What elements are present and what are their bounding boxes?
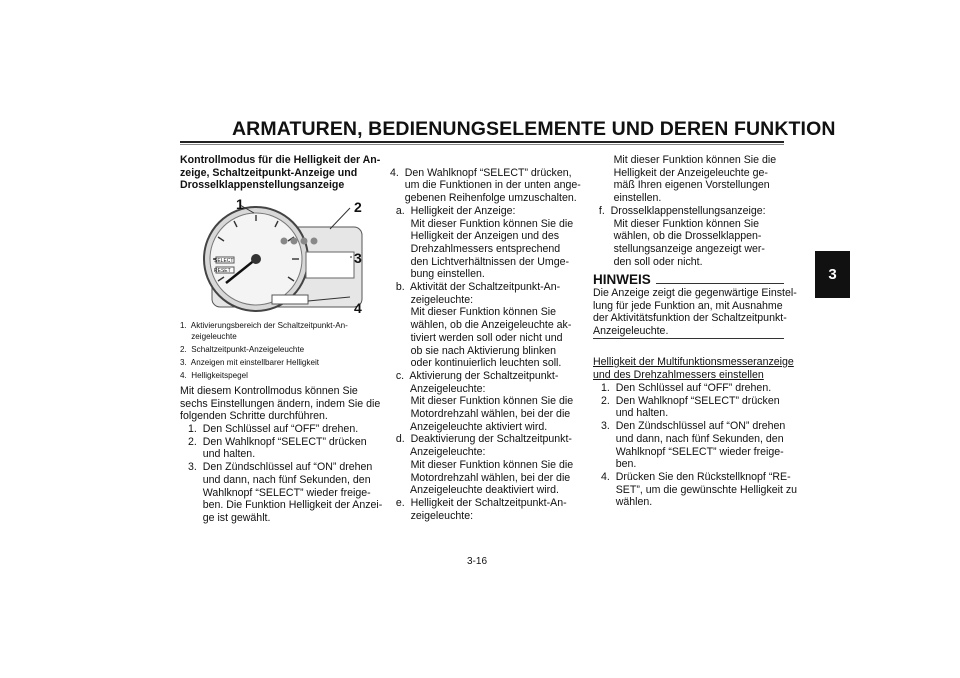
page-title: ARMATUREN, BEDIENUNGSELEMENTE UND DEREN FUNKTION [232,118,836,140]
select-button-label: SELECT [214,258,234,264]
header-rule-thin [180,144,784,145]
callout-3: 3 [354,250,362,266]
hinweis-bottom-rule [593,338,784,339]
callout-1: 1 [236,196,244,212]
header-rule [180,141,784,143]
page-number: 3-16 [467,556,488,567]
section-heading: Kontrollmodus für die Helligkeit der An- zeige, Schaltzeitpunkt-Anzeige und Drosselklappenstellungsanzeige [180,154,381,192]
callout-4: 4 [354,300,362,316]
left-steps-list: 1. Den Schlüssel auf “OFF” drehen. 2. Den Wahlknopf “SELECT” drücken und halten. 3. Den Zündschlüssel auf “ON” drehen und dann, nach fünf Sekunden, den Wahlknopf “SELECT” wieder freige- ben. Die Funktion Helligkeit der Anzei- ge ist gewählt. [188,423,383,524]
middle-steps-list: 4. Den Wahlknopf “SELECT” drücken, um die Funktionen in der unten ange- gebenen Reihenfolge umzuschalten. a. Helligkeit der Anzeige: Mit dieser Funktion können Sie die Helligkeit der Anzeigen und des Drehzahlmessers entsprechend den Lichtverhältnissen der Umge- bung einstellen. b. Aktivität der Schaltzeitpunkt-An- zeigeleuchte: Mit dieser Funktion können Sie wählen, ob die Anzeigeleuchte ak- tiviert werden soll oder nicht und ob sie nach Aktivierung blinken oder kontinuierlich leuchten soll. c. Aktivierung der Schaltzeitpunkt- Anzeigeleuchte: Mit dieser Funktion können Sie die Motordrehzahl wählen, bei der die Anzeigeleuchte aktiviert wird. d. Deaktivierung der Schaltzeitpunkt- Anzeigeleuchte: Mit dieser Funktion können Sie die Motordrehzahl wählen, bei der die Anzeigeleuchte deaktiviert wird. e. Helligkeit der Schaltzeitpunkt-An- zeigeleuchte: [390,166,581,522]
hinweis-text: Die Anzeige zeigt die gegenwärtige Einstel- lung für jede Funktion an, mit Ausnahme der Aktivitätsfunktion der Schaltzeitpunkt- Anzeigeleuchte. [593,287,797,338]
figure-captions: 1. Aktivierungsbereich der Schaltzeitpunkt-An- zeigeleuchte 2. Schaltzeitpunkt-Anzeigeleuchte 3. Anzeigen mit einstellbarer Helligkeit 4. Helligkeitspegel [180,321,348,380]
hinweis-rule [656,283,784,284]
right-steps-list: 1. Den Schlüssel auf “OFF” drehen. 2. Den Wahlknopf “SELECT” drücken und halten. 3. Den Zündschlüssel auf “ON” drehen und dann, nach fünf Sekunden, den Wahlknopf “SELECT” wieder freige- ben. 4. Drücken Sie den Rückstellknopf “RE- SET”, um die gewünschte Helligkeit zu wählen. [601,382,798,509]
reset-button-label: RESET [214,268,231,274]
callout-2: 2 [354,199,362,215]
chapter-tab: 3 [815,251,850,298]
subsection-heading: Helligkeit der Multifunktionsmesseranzeige und des Drehzahlmessers einstellen [593,356,794,381]
intro-paragraph: Mit diesem Kontrollmodus können Sie sechs Einstellungen ändern, indem Sie die folgenden Schritte durchführen. [180,385,381,423]
speedometer-illustration [180,197,370,317]
hinweis-title: HINWEIS [593,272,651,287]
right-top-list: Mit dieser Funktion können Sie die Helligkeit der Anzeigeleuchte ge- mäß Ihren eigenen Vorstellungen einstellen. f. Drosselklappenstellungsanzeige: Mit dieser Funktion können Sie wählen, ob die Drosselklappen- stellungsanzeige angezeigt wer- den soll oder nicht. [593,154,777,268]
